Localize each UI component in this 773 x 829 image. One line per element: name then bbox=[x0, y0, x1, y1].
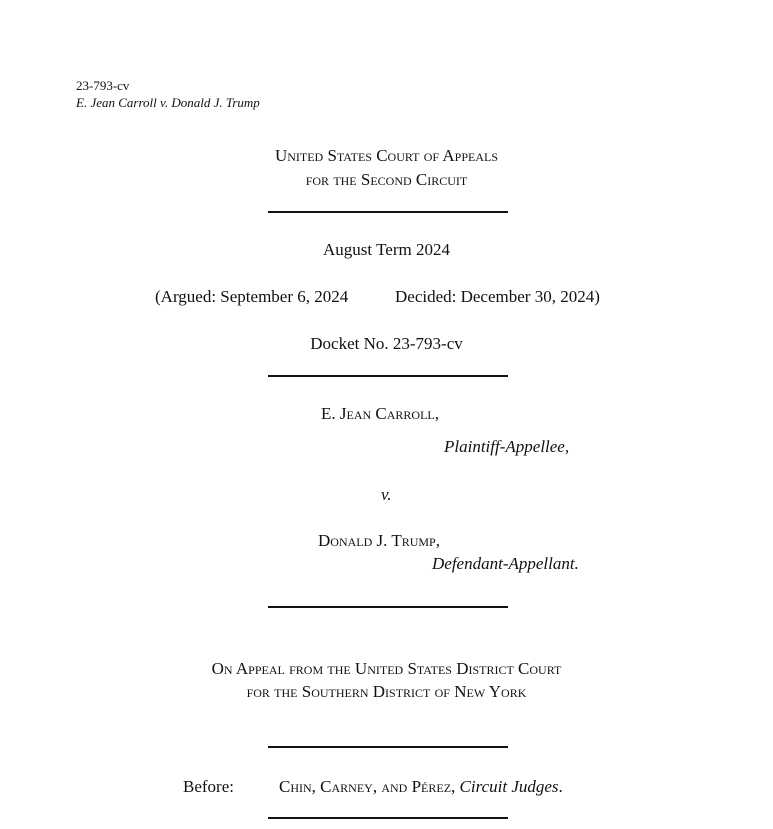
court-name-line1: United States Court of Appeals bbox=[274, 146, 499, 165]
judges-title: Circuit Judges bbox=[459, 777, 559, 796]
defendant-name: Donald J. Trump, bbox=[318, 531, 440, 550]
argued-date: (Argued: September 6, 2024 bbox=[155, 287, 349, 306]
panel-judges bbox=[279, 777, 563, 797]
appeal-line1: On Appeal from the United States District Court bbox=[211, 659, 562, 678]
court-name-line2: for the Second Circuit bbox=[305, 170, 468, 189]
divider-rule-3 bbox=[268, 606, 508, 608]
plaintiff-name: E. Jean Carroll, bbox=[321, 404, 440, 423]
divider-rule-1 bbox=[268, 211, 508, 213]
versus: v. bbox=[381, 485, 392, 504]
before-label: Before: bbox=[183, 777, 234, 796]
divider-rule-5 bbox=[268, 817, 508, 819]
defendant-role: Defendant-Appellant. bbox=[432, 554, 579, 573]
panel-period: . bbox=[558, 777, 563, 796]
decided-date: Decided: December 30, 2024) bbox=[395, 287, 600, 306]
appeal-line2: for the Southern District of New York bbox=[246, 682, 527, 701]
divider-rule-2 bbox=[268, 375, 508, 377]
term-line: August Term 2024 bbox=[323, 240, 450, 259]
judge-names: Chin, Carney, and Pérez, bbox=[279, 777, 456, 796]
header-docket: 23-793-cv bbox=[76, 78, 130, 93]
plaintiff-role: Plaintiff-Appellee, bbox=[444, 437, 570, 456]
divider-rule-4 bbox=[268, 746, 508, 748]
header-case-name: E. Jean Carroll v. Donald J. Trump bbox=[76, 95, 260, 110]
docket-number: Docket No. 23-793-cv bbox=[310, 334, 463, 353]
